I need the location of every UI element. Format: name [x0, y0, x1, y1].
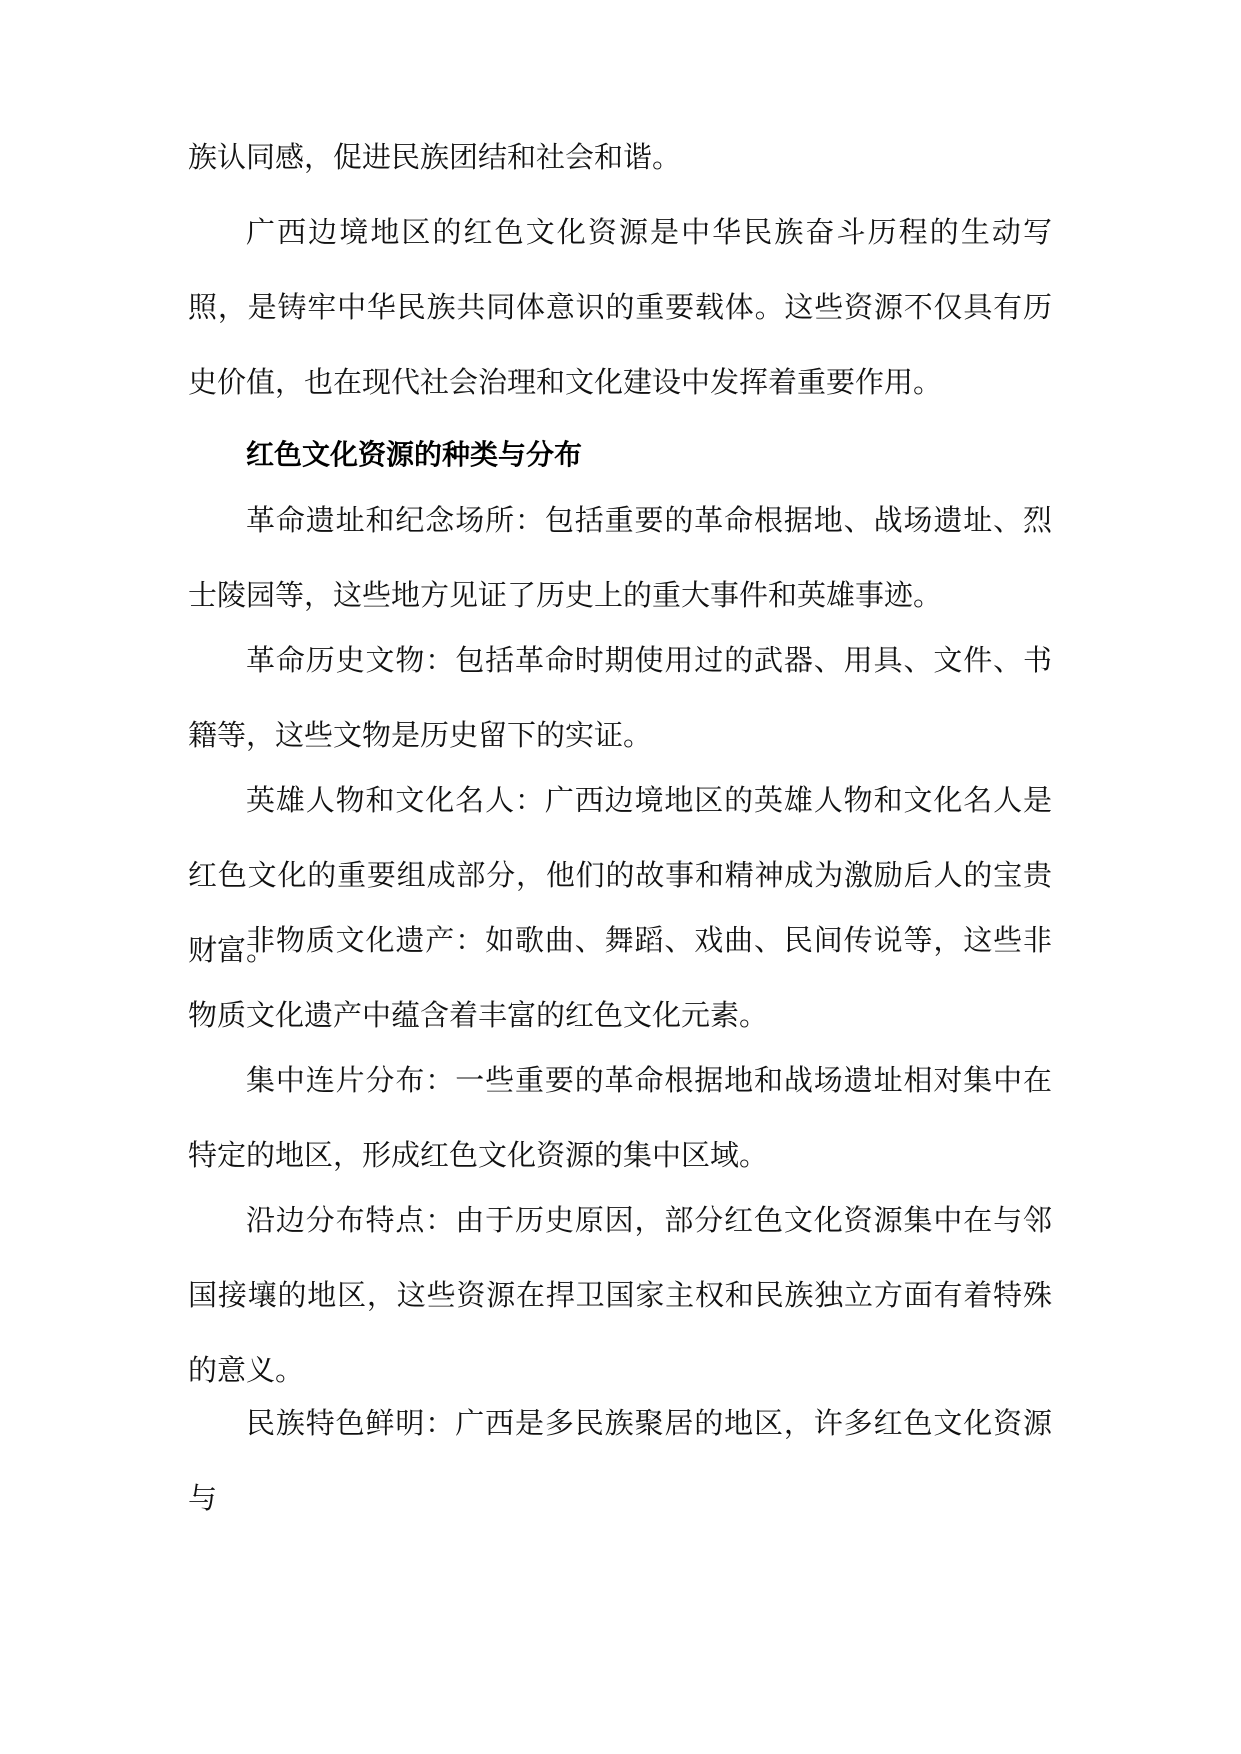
paragraph-text: 民族特色鲜明：广西是多民族聚居的地区，许多红色文化资源与 — [188, 1406, 1052, 1515]
heading-text: 红色文化资源的种类与分布 — [246, 438, 583, 471]
paragraph-revolutionary-relics — [188, 623, 1052, 773]
paragraph-text: 非物质文化遗产：如歌曲、舞蹈、戏曲、民间传说等，这些非物质文化遗产中蕴含着丰富的红色文化元素。 — [188, 923, 1052, 1032]
paragraph-ethnic-features — [188, 1386, 1052, 1536]
paragraph-intangible-heritage — [188, 903, 1052, 1053]
paragraph-concentrated-distribution — [188, 1043, 1052, 1193]
paragraph-text: 革命遗址和纪念场所：包括重要的革命根据地、战场遗址、烈士陵园等，这些地方见证了历史上的重大事件和英雄事迹。 — [188, 503, 1052, 612]
paragraph-text: 广西边境地区的红色文化资源是中华民族奋斗历程的生动写照，是铸牢中华民族共同体意识的重要载体。这些资源不仅具有历史价值，也在现代社会治理和文化建设中发挥着重要作用。 — [188, 215, 1052, 399]
paragraph-text: 革命历史文物：包括革命时期使用过的武器、用具、文件、书籍等，这些文物是历史留下的实证。 — [188, 643, 1052, 752]
paragraph-intro — [188, 195, 1052, 420]
section-heading — [188, 417, 1052, 492]
paragraph-text: 沿边分布特点：由于历史原因，部分红色文化资源集中在与邻国接壤的地区，这些资源在捍卫国家主权和民族独立方面有着特殊的意义。 — [188, 1203, 1052, 1387]
paragraph-text: 族认同感，促进民族团结和社会和谐。 — [188, 140, 682, 174]
paragraph-border-distribution — [188, 1183, 1052, 1408]
paragraph-continuation — [188, 120, 1052, 195]
paragraph-revolutionary-sites — [188, 483, 1052, 633]
paragraph-text: 英雄人物和文化名人：广西边境地区的英雄人物和文化名人是红色文化的重要组成部分，他们的故事和精神成为激励后人的宝贵财富。 — [188, 783, 1052, 967]
paragraph-text: 集中连片分布：一些重要的革命根据地和战场遗址相对集中在特定的地区，形成红色文化资源的集中区域。 — [188, 1063, 1052, 1172]
